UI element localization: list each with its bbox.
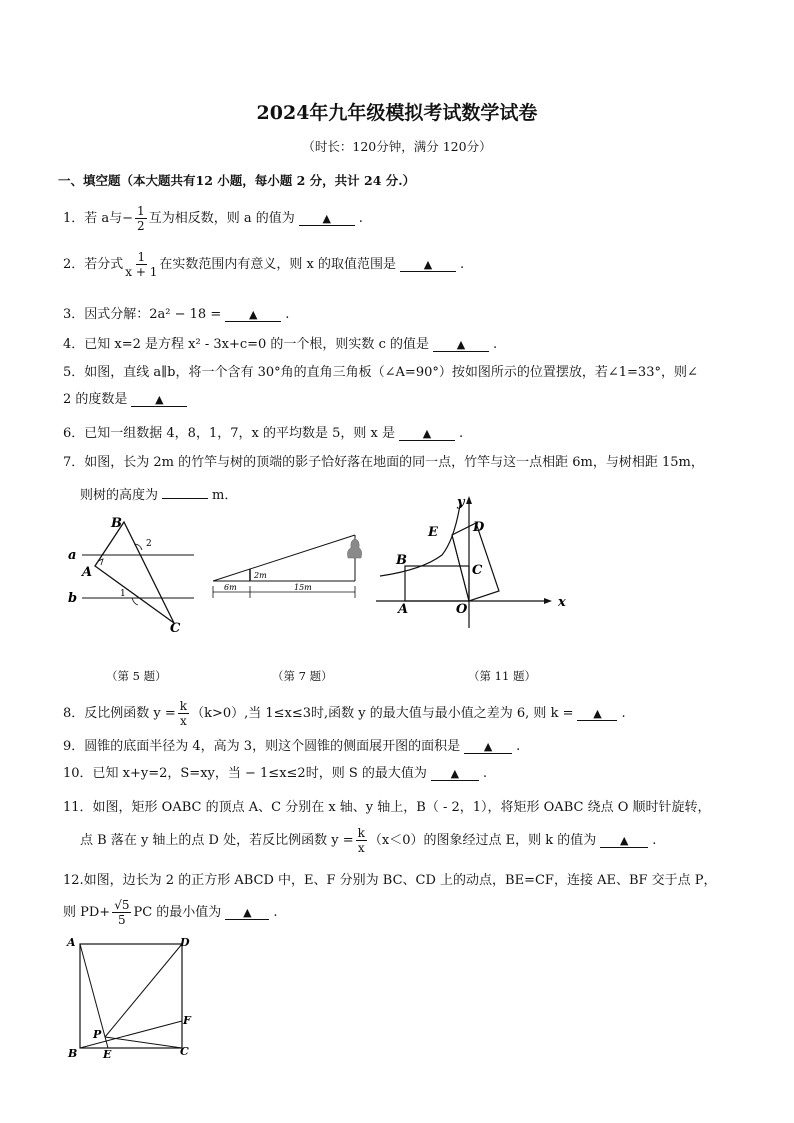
question-9: 9．圆锥的底面半径为 4，高为 3，则这个圆锥的侧面展开图的面积是 ▲ . [63,739,521,754]
label-A: A [398,602,409,617]
angle-1-arc [132,598,138,605]
label-E: E [103,1048,112,1061]
label-D: D [473,520,485,535]
caption-figure-5: （第 5 题） [106,669,167,683]
y-arrow-icon [466,496,472,504]
caption-figure-11: （第 11 题） [468,669,536,683]
label-angle-2: 2 [146,539,152,549]
question-1: 1．若 a与− $\frac{1}{2}$ 互为相反数，则 a 的值为 ▲ . [63,204,363,233]
answer-blank-8[interactable]: ▲ [577,707,617,721]
triangle-abc [95,522,174,623]
q8-text-2: （k>0）,当 1≤x≤3时,函数 y 的最大值与最小值之差为 6, 则 k = [191,706,574,721]
label-B: B [396,553,407,568]
label-b: b [68,591,78,606]
section-heading: 一、填空题（本大题共有12 小题，每小题 2 分，共计 24 分.） [58,173,416,188]
question-2: 2．若分式 $\frac{1}{x + 1}$ 在实数范围内有意义，则 x 的取值范围是 ▲ . [63,250,465,279]
label-D: D [180,936,190,949]
label-x: x [558,595,566,610]
question-8: 8．反比例函数 y = $\frac{k}{x}$ （k>0）,当 1≤x≤3时,函数 y 的最大值与最小值之差为 6, 则 k = ▲ . [63,699,626,728]
question-7-line-2: 则树的高度为 m． [80,488,238,503]
label-E: E [428,525,438,540]
segment-PC [105,1037,182,1048]
answer-blank-7[interactable] [162,498,208,499]
label-O: O [456,602,468,617]
figure-5 [62,510,202,640]
x-arrow-icon [544,598,552,604]
answer-blank-3[interactable]: ▲ [225,308,281,322]
caption-figure-7: （第 7 题） [272,669,333,683]
label-y: y [457,495,465,510]
answer-blank-6[interactable]: ▲ [399,427,455,441]
question-5-line-2: 2 的度数是 ▲ [63,388,191,407]
tree-icon [347,539,361,558]
label-angle-1: 1 [120,589,126,599]
q12-fraction: $\frac{√5}{5}$ [114,898,130,927]
question-3: 3．因式分解：2a² − 18 = ▲ . [63,307,290,322]
question-11-line-1: 11．如图，矩形 OABC 的顶点 A、C 分别在 x 轴、y 轴上，B（ - 2，1），将矩形 OABC 绕点 O 顺时针旋转， [63,800,711,815]
label-a: a [68,548,77,563]
answer-blank-9[interactable]: ▲ [464,740,512,754]
page-title: 2024年九年级模拟考试数学试卷 [256,102,538,124]
label-C: C [180,1045,189,1058]
rectangle-OABC [405,566,469,601]
label-C: C [472,563,483,578]
q2-text-2: 在实数范围内有意义，则 x 的取值范围是 [159,257,396,272]
figure-7 [205,528,367,608]
exam-info: （时长：120分钟，满分 120分） [302,139,492,154]
question-12-line-1: 12.如图，边长为 2 的正方形 ABCD 中，E、F 分别为 BC、CD 上的动点，BE=CF，连接 AE、BF 交于点 P， [63,873,717,888]
answer-blank-1[interactable]: ▲ [299,212,355,226]
answer-blank-12[interactable]: ▲ [225,906,269,920]
q3-text: 3．因式分解：2a² − 18 = [63,307,222,322]
figure-12 [64,934,200,1064]
q8-fraction: $\frac{k}{x}$ [179,699,188,728]
label-B: B [111,516,122,531]
label-A: A [82,565,93,580]
q4-text: 4．已知 x=2 是方程 x² - 3x+c=0 的一个根，则实数 c 的值是 [63,337,429,352]
hyperbola-curve [380,505,460,576]
answer-blank-2[interactable]: ▲ [400,258,456,272]
q6-text: 6．已知一组数据 4，8，1，7，x 的平均数是 5，则 x 是 [63,426,395,441]
label-B: B [68,1047,78,1060]
answer-blank-4[interactable]: ▲ [433,338,489,352]
question-4: 4．已知 x=2 是方程 x² - 3x+c=0 的一个根，则实数 c 的值是 ▲ . [63,337,498,352]
label-P: P [93,1028,102,1041]
q2-fraction: $\frac{1}{x + 1}$ [125,250,158,279]
q10-text: 10．已知 x+y=2，S=xy，当 − 1≤x≤2时，则 S 的最大值为 [63,766,427,781]
question-7-line-1: 7．如图，长为 2m 的竹竿与树的顶端的影子恰好落在地面的同一点，竹竿与这一点相距 6m，与树相距 15m， [63,455,704,470]
q9-text: 9．圆锥的底面半径为 4，高为 3，则这个圆锥的侧面展开图的面积是 [63,739,461,754]
segment-PD [105,944,182,1037]
question-10: 10．已知 x+y=2，S=xy，当 − 1≤x≤2时，则 S 的最大值为 ▲ . [63,766,488,781]
q11-fraction: $\frac{k}{x}$ [357,826,365,855]
q1-fraction: $\frac{1}{2}$ [137,204,145,233]
question-6: 6．已知一组数据 4，8，1，7，x 的平均数是 5，则 x 是 ▲ . [63,426,464,441]
label-F: F [183,1014,191,1027]
label-C: C [170,621,181,636]
question-5-line-1: 5．如图，直线 a∥b，将一个含有 30°角的直角三角板（∠A=90°）按如图所示的位置摆放，若∠1=33°，则∠ [63,365,698,380]
label-6m: 6m [224,583,237,592]
answer-blank-11[interactable]: ▲ [600,834,648,848]
q2-text: 2．若分式 [63,257,124,272]
q1-text-2: 互为相反数，则 a 的值为 [148,211,295,226]
question-12-line-2: 则 PD+ $\frac{√5}{5}$ PC 的最小值为 ▲ . [63,898,278,927]
question-11-line-2: 点 B 落在 y 轴上的点 D 处，若反比例函数 y = $\frac{k}{x}$ （x＜0）的图象经过点 E，则 k 的值为 ▲ . [80,826,657,855]
label-15m: 15m [294,583,312,592]
q1-text: 1．若 a与− [63,211,134,226]
shadow-ray [213,535,355,581]
segment-OE [452,535,469,601]
label-2m: 2m [254,571,267,580]
figure-11 [372,490,572,632]
answer-blank-5[interactable]: ▲ [131,393,187,407]
answer-blank-10[interactable]: ▲ [431,767,479,781]
q8-text: 8．反比例函数 y = [63,706,176,721]
label-A: A [67,936,76,949]
